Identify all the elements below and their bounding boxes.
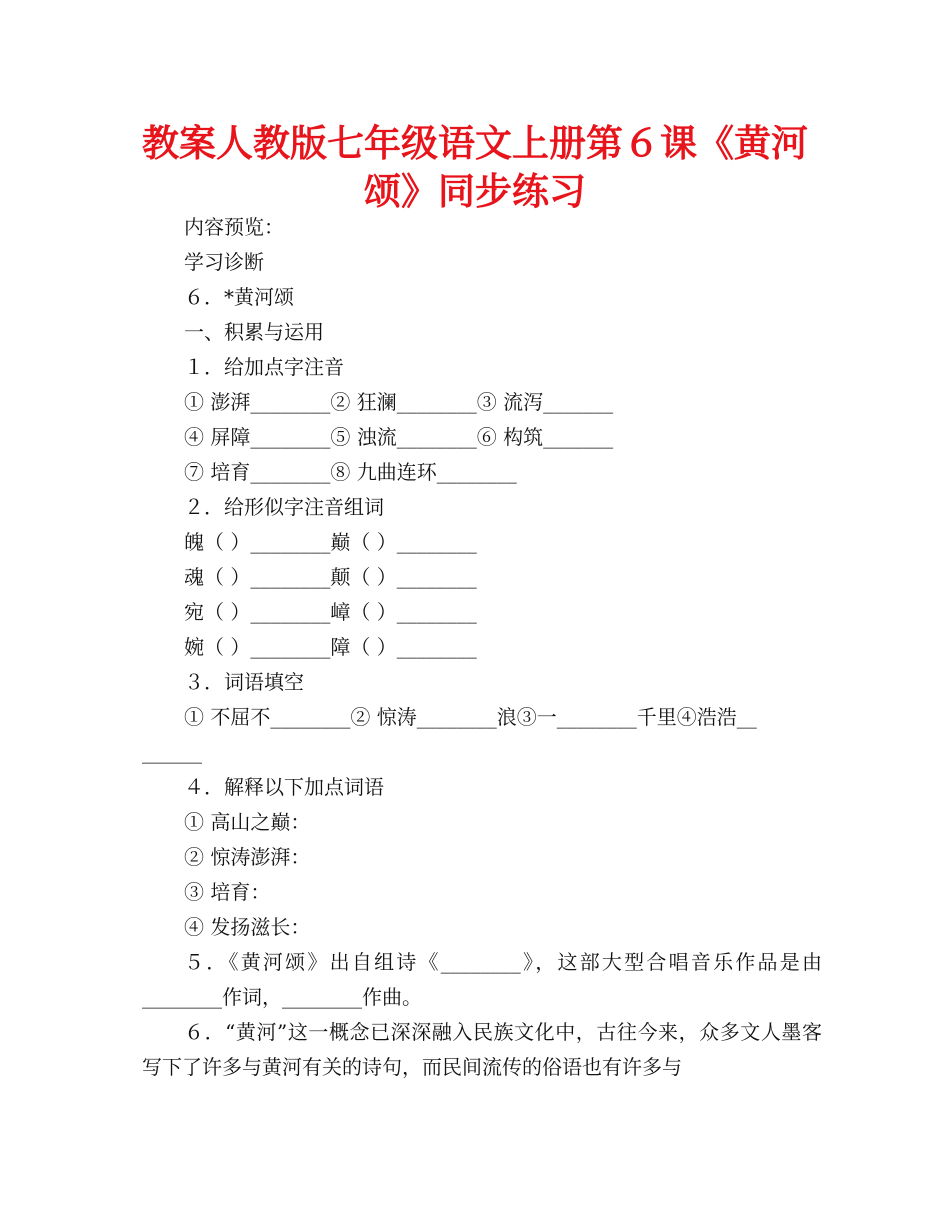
question-1-row-2: ④ 屏障________⑤ 浊流________⑥ 构筑_______: [184, 425, 614, 449]
document-body: [142, 210, 822, 1085]
question-2-row-1: 魄（ ）________巅（ ）________: [184, 530, 477, 554]
question-6: ６．“黄河”这一概念已深深融入民族文化中，古往今来，众多文人墨客写下了许多与黄河有关的诗句，而民间流传的俗语也有许多与: [142, 1020, 822, 1079]
part-heading: 一、积累与运用: [184, 320, 324, 344]
question-2: ２．给形似字注音组词: [184, 495, 384, 519]
question-2-row-4: 婉（ ）________障（ ）________: [184, 635, 477, 659]
preview-label: 内容预览：: [184, 215, 284, 239]
question-2-row-2: 魂（ ）________颠（ ）________: [184, 565, 477, 589]
section-heading: 学习诊断: [184, 250, 264, 274]
question-4-item-2: ② 惊涛澎湃：: [184, 845, 311, 869]
question-4-item-1: ① 高山之巅：: [184, 810, 311, 834]
question-2-row-3: 宛（ ）________嶂（ ）________: [184, 600, 477, 624]
question-4-item-3: ③ 培育：: [184, 880, 271, 904]
question-5: ５．《黄河颂》出自组诗《________》，这部大型合唱音乐作品是由________作词，________作曲。: [142, 950, 822, 1009]
question-4-item-4: ④ 发扬滋长：: [184, 915, 311, 939]
question-1-row-1: ① 澎湃________② 狂澜________③ 流泻_______: [184, 390, 614, 414]
question-1: １．给加点字注音: [184, 355, 344, 379]
question-3-row-1: ① 不屈不________② 惊涛________浪③一________千里④浩浩__: [184, 705, 757, 729]
question-4: ４．解释以下加点词语: [184, 775, 384, 799]
lesson-heading: ６．*黄河颂: [184, 285, 294, 309]
question-1-row-3: ⑦ 培育________⑧ 九曲连环________: [184, 460, 517, 484]
question-3: ３．词语填空: [184, 670, 304, 694]
document-title-line-1: 教案人教版七年级语文上册第６课《黄河: [142, 122, 808, 165]
question-3-row-1-continued: ______: [142, 740, 202, 764]
document-title-line-2: 颂》同步练习: [364, 170, 586, 213]
